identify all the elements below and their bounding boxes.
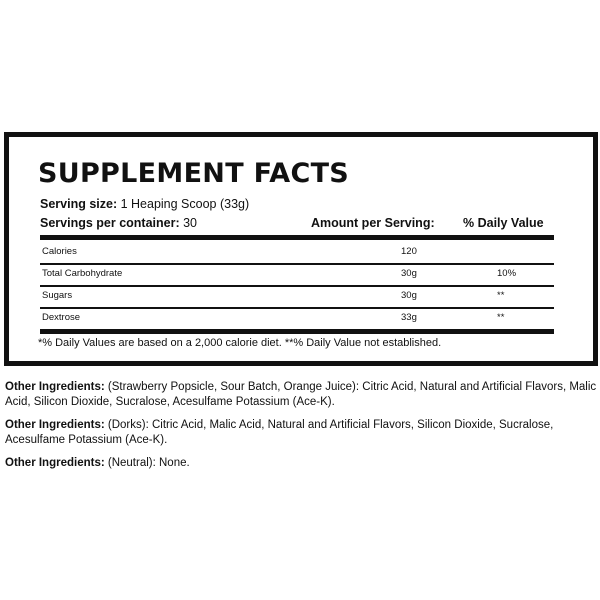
supplement-facts-panel	[4, 132, 598, 366]
nutrient-name: Sugars	[42, 290, 73, 301]
ingredients-paragraph	[5, 456, 597, 471]
ingredients-text: (Dorks): Citric Acid, Malic Acid, Natural and Artificial Flavors, Silicon Dioxide, Sucralose, Acesulfame Potassium (Ace-K).	[5, 419, 554, 446]
serving-size-label: Serving size:	[40, 197, 118, 211]
nutrient-amount: 30g	[401, 290, 417, 301]
nutrient-row	[40, 308, 554, 328]
servings-per-value: 30	[179, 216, 198, 230]
ingredients-label: Other Ingredients:	[5, 457, 105, 469]
serving-size	[40, 197, 249, 211]
daily-value-footnote: *% Daily Values are based on a 2,000 calorie diet. **% Daily Value not established.	[38, 337, 442, 349]
nutrient-daily-value: **	[497, 290, 505, 301]
ingredients-paragraph	[5, 418, 597, 447]
nutrient-row	[40, 264, 554, 284]
daily-value-header: % Daily Value	[463, 216, 544, 230]
footer-rule	[40, 329, 554, 334]
nutrient-row	[40, 242, 554, 262]
nutrient-daily-value: **	[497, 312, 505, 323]
header-rule	[40, 235, 554, 240]
ingredients-text: (Neutral): None.	[104, 457, 190, 469]
servings-per-label: Servings per container:	[40, 216, 180, 230]
serving-size-value: 1 Heaping Scoop (33g)	[117, 197, 250, 211]
nutrient-daily-value: 10%	[497, 268, 517, 279]
ingredients-text: (Strawberry Popsicle, Sour Batch, Orange Juice): Citric Acid, Natural and Artificial Flavors, Malic Acid, Silicon Dioxide, Sucralose, Acesulfame Potassium (Ace-K).	[5, 381, 597, 408]
nutrient-row	[40, 286, 554, 306]
ingredients-paragraph	[5, 380, 597, 409]
nutrient-name: Dextrose	[42, 312, 81, 323]
facts-title: SUPPLEMENT FACTS	[38, 158, 350, 189]
servings-per-container	[40, 216, 197, 230]
nutrient-name: Calories	[42, 246, 77, 257]
amount-per-serving-header: Amount per Serving:	[311, 216, 435, 230]
ingredients-label: Other Ingredients:	[5, 419, 105, 431]
nutrient-amount: 30g	[401, 268, 417, 279]
other-ingredients	[5, 380, 597, 480]
ingredients-label: Other Ingredients:	[5, 381, 105, 393]
nutrient-amount: 33g	[401, 312, 417, 323]
nutrient-name: Total Carbohydrate	[42, 268, 123, 279]
nutrient-amount: 120	[401, 246, 417, 257]
